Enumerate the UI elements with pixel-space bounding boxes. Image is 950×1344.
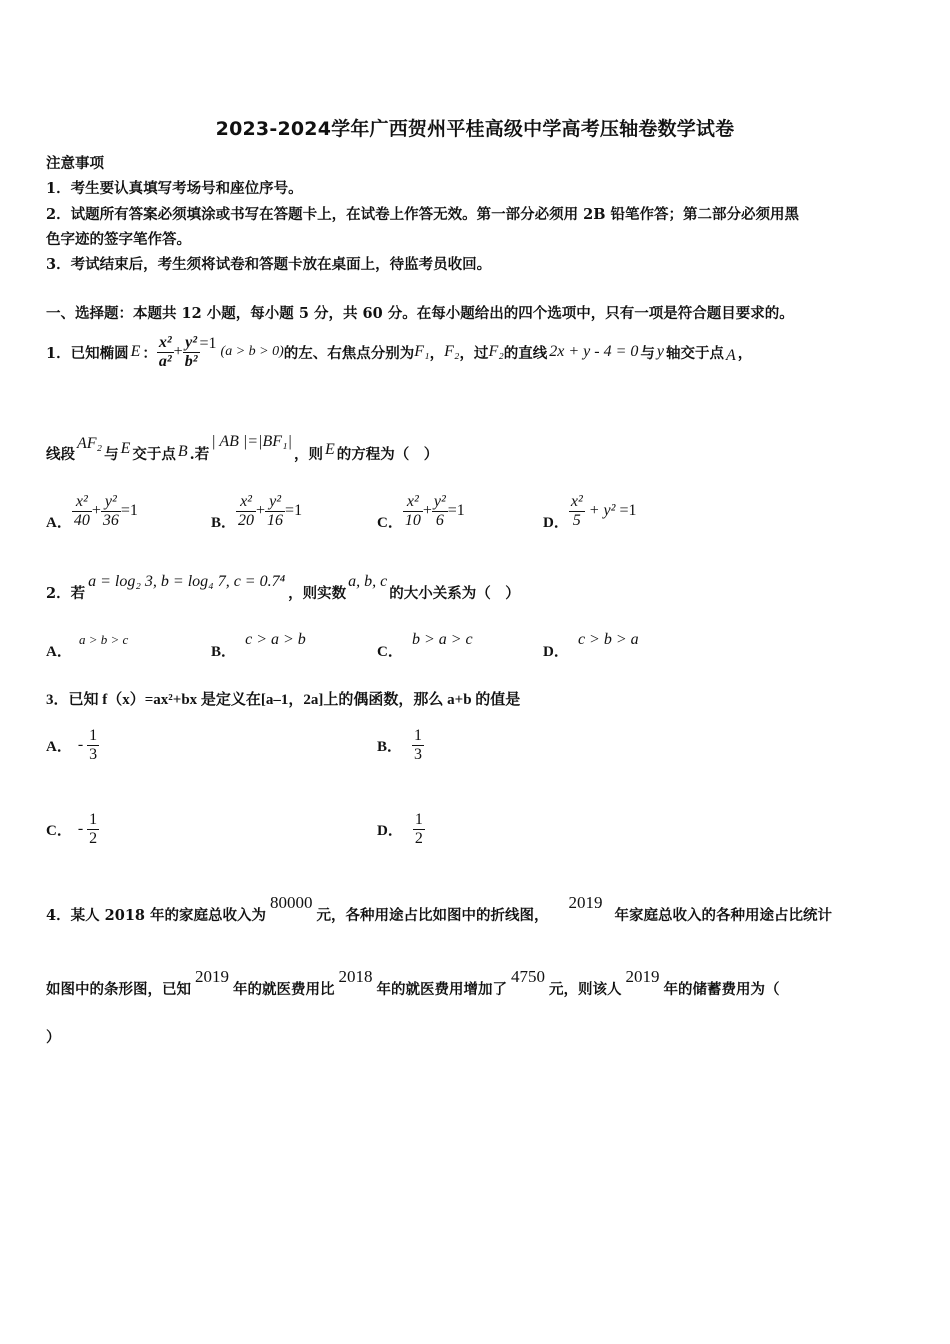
- q1-text-5: 轴交于点: [666, 344, 725, 362]
- option-label: B．: [211, 514, 237, 531]
- q1-opt-d-extra: + y²: [588, 502, 616, 519]
- q1-text-4: 与: [640, 344, 655, 362]
- q1-equals: =1: [199, 335, 217, 352]
- q1-f2b: F₂: [488, 343, 504, 360]
- q4-text-g: 元，则该人: [549, 980, 622, 998]
- option-label: C．: [377, 514, 403, 531]
- q1-opt-a-frac-x: $\frac{\text{x²}}{40}$: [73, 492, 90, 529]
- q1-line2-c: 交于点: [132, 445, 176, 463]
- option-label: A．: [46, 514, 72, 531]
- option-frac: $\frac{1}{2}$: [414, 810, 423, 847]
- q1-text-3: 的直线: [503, 344, 548, 362]
- q1-number: 1．已知椭圆: [46, 344, 129, 362]
- q1-line2-e: ，则: [294, 445, 323, 463]
- q4-text-e: 年的就医费用比: [233, 980, 335, 998]
- q2-number: 2．若: [46, 584, 86, 602]
- q1-f1: F₁: [414, 343, 430, 360]
- q2-option-d[interactable]: [543, 628, 639, 660]
- q1-opt-b-eq: =1: [285, 502, 303, 519]
- question-4-line-2: [46, 962, 780, 998]
- option-frac: $\frac{1}{2}$: [89, 810, 98, 847]
- option-value: a > b > c: [78, 632, 129, 647]
- q1-text-1: 的左、右焦点分别为: [283, 344, 415, 362]
- question-3: 3．已知 f（x）=ax²+bx 是定义在[a–1，2a]上的偶函数，那么 a+b 的值是: [46, 692, 521, 708]
- question-1-line-1: [46, 330, 752, 374]
- q1-opt-b-frac-x: $\frac{\text{x²}}{20}$: [238, 492, 255, 529]
- q4-year-3: 2018: [338, 967, 373, 986]
- q1-cond2: | AB |=|BF₁|: [211, 433, 292, 450]
- q1-frac-x: $\frac{\text{x²}}{\text{a²}}$: [158, 333, 172, 370]
- q1-e2: E: [120, 440, 131, 457]
- q2-option-b[interactable]: [211, 628, 306, 660]
- q1-line2-b: 与: [104, 445, 119, 463]
- q2-expression: a = log₂ 3, b = log₄ 7, c = 0.7⁴: [88, 573, 286, 590]
- q2-option-c[interactable]: [377, 628, 473, 660]
- question-1-line-2: [46, 427, 438, 467]
- option-value: c > b > a: [577, 631, 639, 648]
- q4-year-4: 2019: [625, 967, 660, 986]
- q4-text-f: 年的就医费用增加了: [376, 980, 507, 998]
- q1-line2-d: .若: [189, 445, 210, 463]
- option-frac: $\frac{1}{3}$: [414, 726, 423, 763]
- section-heading: 一、选择题：本题共 12 小题，每小题 5 分，共 60 分。在每小题给出的四个选项中，只有一项是符合题目要求的。: [46, 305, 794, 322]
- q1-text-2: ，过: [459, 344, 489, 362]
- option-label: A．: [46, 738, 72, 755]
- q4-text-c: 年家庭总收入的各种用途占比统计: [614, 906, 833, 924]
- question-2: [46, 568, 520, 604]
- q1-e3: E: [325, 441, 335, 458]
- q1-line-eq: 2x + y - 4 = 0: [549, 343, 639, 360]
- notice-item-1: 1．考生要认真填写考场号和座位序号。: [46, 180, 303, 197]
- q1-point-a: A: [726, 347, 736, 364]
- option-value: c > a > b: [245, 631, 306, 648]
- q1-opt-b-frac-y: $\frac{\text{y²}}{16}$: [267, 492, 284, 529]
- q4-text-b: 元，各种用途占比如图中的折线图，: [316, 906, 549, 924]
- option-label: D．: [377, 822, 403, 839]
- q1-comma: ，: [429, 344, 445, 362]
- q1-ellipse-var: E: [130, 343, 141, 360]
- notice-item-2-cont: 色字迹的签字笔作答。: [46, 231, 191, 248]
- option-value: b > a > c: [411, 631, 473, 648]
- option-sign: -: [77, 736, 84, 753]
- q1-f2: F₂: [444, 343, 460, 360]
- notice-item-2: 2．试题所有答案必须填涂或书写在答题卡上，在试卷上作答无效。第一部分必须用 2B 铅笔作答；第二部分必须用黑: [46, 206, 800, 223]
- q4-year-2: 2019: [195, 967, 229, 986]
- q1-line2-f: 的方程为（ ）: [336, 445, 439, 463]
- option-label: C．: [377, 644, 403, 660]
- q1-frac-y: $\frac{\text{y²}}{\text{b²}}$: [184, 333, 198, 370]
- q3-option-d[interactable]: [377, 804, 425, 854]
- q1-point-b: B: [177, 443, 188, 460]
- option-label: B．: [377, 738, 403, 755]
- question-4-line-1: [46, 888, 832, 924]
- page-title: 2023-2024学年广西贺州平桂高级中学高考压轴卷数学试卷: [215, 118, 735, 140]
- q4-text-a: 4．某人 2018 年的家庭总收入为: [46, 906, 267, 924]
- q1-opt-c-frac-y: $\frac{\text{y²}}{6}$: [433, 492, 446, 529]
- q3-option-c[interactable]: [46, 804, 99, 854]
- q2-text: ，则实数: [288, 584, 347, 602]
- q1-plus: +: [173, 343, 183, 360]
- option-label: D．: [543, 514, 569, 531]
- q4-income: 80000: [270, 893, 313, 912]
- q1-opt-c-frac-x: $\frac{\text{x²}}{10}$: [404, 492, 421, 529]
- q2-vars: a, b, c: [348, 573, 388, 590]
- q4-text-d: 如图中的条形图，已知: [46, 980, 191, 998]
- q1-opt-c-eq: =1: [447, 502, 465, 519]
- q1-opt-a-frac-y: $\frac{\text{y²}}{36}$: [102, 492, 119, 529]
- q4-amount: 4750: [511, 967, 545, 986]
- q1-option-d[interactable]: [543, 486, 636, 536]
- q1-end-1: ，: [737, 344, 753, 362]
- q1-line2-a: 线段: [46, 445, 75, 463]
- q4-text-h: 年的储蓄费用为（: [663, 980, 780, 998]
- option-label: A．: [46, 644, 72, 660]
- q4-year-1: 2019: [568, 893, 603, 912]
- q2-option-a[interactable]: [46, 628, 129, 660]
- option-sign: -: [77, 820, 84, 837]
- q1-opt-d-eq: =1: [619, 502, 637, 519]
- q1-opt-d-frac-x: $\frac{\text{x²}}{5}$: [570, 492, 583, 529]
- q2-text-2: 的大小关系为（ ）: [389, 584, 520, 602]
- option-label: C．: [46, 822, 72, 839]
- q1-colon: ：: [142, 344, 157, 362]
- q4-close-paren: ）: [46, 1029, 61, 1046]
- q1-option-a[interactable]: A． $\frac{\text{x²}}{40}$ + $\frac{\text{y²}}{36}$ =1: [46, 492, 138, 531]
- q1-y-var: y: [656, 343, 665, 360]
- q1-opt-a-eq: =1: [120, 502, 138, 519]
- option-frac: $\frac{1}{3}$: [89, 726, 98, 763]
- q3-option-b[interactable]: [377, 720, 424, 770]
- option-label: B．: [211, 644, 237, 660]
- q1-option-b[interactable]: B． $\frac{\text{x²}}{20}$ + $\frac{\text{y²}}{16}$ =1: [211, 492, 303, 531]
- q1-condition: (a > b > 0): [220, 344, 284, 359]
- q1-af2: AF₂: [77, 435, 103, 452]
- q3-option-a[interactable]: [46, 720, 99, 770]
- q1-option-c[interactable]: C． $\frac{\text{x²}}{10}$ + $\frac{\text{y²}}{6}$ =1: [377, 492, 465, 531]
- notice-heading: 注意事项: [46, 155, 104, 172]
- notice-item-3: 3．考试结束后，考生须将试卷和答题卡放在桌面上，待监考员收回。: [46, 256, 492, 273]
- option-label: D．: [543, 644, 569, 660]
